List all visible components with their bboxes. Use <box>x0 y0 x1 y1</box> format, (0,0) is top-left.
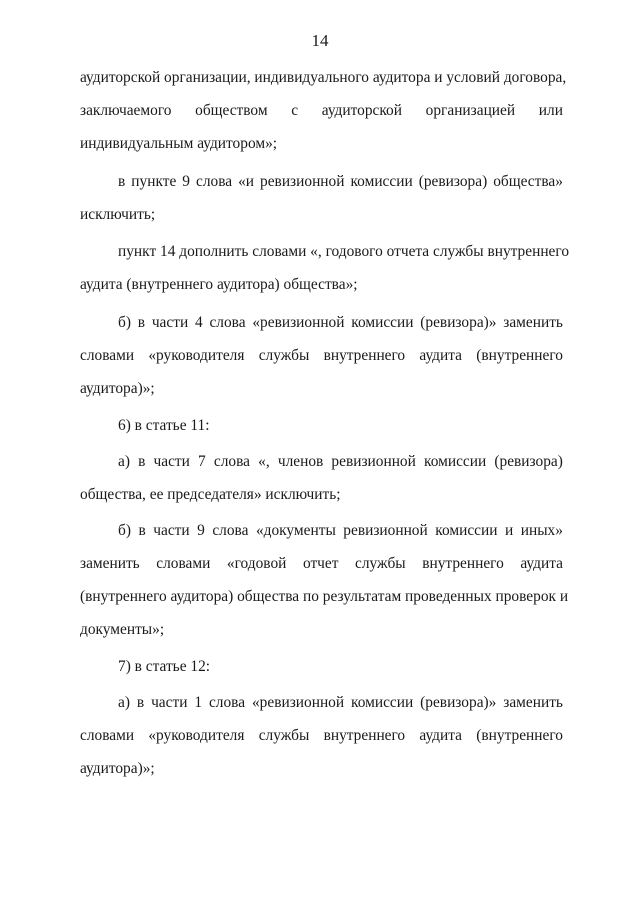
word: слова <box>195 173 233 190</box>
word: комиссии <box>351 694 414 711</box>
word: обществом <box>195 102 268 119</box>
word: слова <box>212 522 249 539</box>
word: слова <box>209 314 246 331</box>
word: членов <box>277 453 324 470</box>
word: а) <box>118 453 130 470</box>
text-line <box>118 693 563 713</box>
text-line: аудитора)»; <box>80 760 155 777</box>
word: словами <box>80 727 135 744</box>
text-line <box>118 521 563 541</box>
word: аудита <box>419 347 462 364</box>
word: «ревизионной <box>251 694 345 711</box>
word: службы <box>355 555 406 572</box>
word: в <box>138 453 146 470</box>
word: в <box>118 173 126 190</box>
word: части <box>151 314 189 331</box>
word: внутреннего <box>422 555 504 572</box>
word: 1 <box>194 694 203 711</box>
word: внутреннего <box>323 347 406 364</box>
text-line: общества, ее председателя» исключить; <box>80 486 341 503</box>
word: словами <box>80 347 135 364</box>
word: словами <box>156 555 211 572</box>
word: «руководителя <box>148 727 245 744</box>
word: (ревизора)» <box>420 314 497 331</box>
text-line <box>80 554 563 574</box>
word: ревизионной <box>260 173 345 190</box>
word: аудита <box>419 727 462 744</box>
word: комиссии <box>435 522 498 539</box>
word: части <box>151 694 188 711</box>
text-line: 6) в статье 11: <box>118 417 210 434</box>
word: заключаемого <box>80 102 172 119</box>
word: (внутреннего <box>476 727 563 744</box>
text-line <box>118 172 563 192</box>
word: слова <box>213 453 250 470</box>
text-line <box>80 101 563 121</box>
word: организацией <box>425 102 516 119</box>
word: общества» <box>493 173 563 190</box>
word: «руководителя <box>148 347 245 364</box>
text-line: (внутреннего аудитора) общества по результатам проведенных проверок и <box>80 588 569 605</box>
word: заменить <box>503 314 563 331</box>
word: «и <box>238 173 255 190</box>
word: с <box>291 102 299 119</box>
word: или <box>538 102 563 119</box>
word: в <box>137 314 146 331</box>
word: «, <box>258 453 270 470</box>
word: части <box>153 453 190 470</box>
word: 4 <box>194 314 203 331</box>
word: ревизионной <box>343 522 428 539</box>
word: а) <box>118 694 130 711</box>
text-line <box>118 452 563 472</box>
word: в <box>138 522 146 539</box>
word: и <box>504 522 514 539</box>
word: пункте <box>131 173 177 190</box>
word: (ревизора)» <box>420 694 497 711</box>
word: заменить <box>80 555 140 572</box>
text-line <box>118 313 563 333</box>
word: заменить <box>503 694 563 711</box>
word: части <box>153 522 190 539</box>
text-line: исключить; <box>80 206 156 223</box>
word: слова <box>208 694 246 711</box>
word: ревизионной <box>331 453 416 470</box>
word: комиссии <box>350 173 413 190</box>
text-line: аудиторской организации, индивидуального аудитора и условий договора, <box>80 69 567 86</box>
word: б) <box>118 314 131 331</box>
word: отчет <box>302 555 339 572</box>
word: в <box>136 694 145 711</box>
word: 7 <box>198 453 206 470</box>
word: аудиторской <box>321 102 402 119</box>
text-line: индивидуальным аудитором»; <box>80 135 278 152</box>
word: «ревизионной <box>252 314 345 331</box>
text-line <box>80 346 563 366</box>
word: 9 <box>182 173 190 190</box>
text-line: аудита (внутреннего аудитора) общества»; <box>80 276 358 293</box>
text-line: пункт 14 дополнить словами «, годового отчета службы внутреннего <box>118 243 570 260</box>
word: «документы <box>255 522 336 539</box>
page-number: 14 <box>311 31 329 50</box>
text-line: аудитора)»; <box>80 380 155 397</box>
word: (ревизора) <box>418 173 488 190</box>
word: (ревизора) <box>494 453 563 470</box>
word: б) <box>118 522 131 539</box>
word: 9 <box>197 522 205 539</box>
word: иных» <box>520 522 563 539</box>
word: (внутреннего <box>476 347 563 364</box>
word: внутреннего <box>323 727 406 744</box>
word: комиссии <box>351 314 414 331</box>
word: аудита <box>520 555 563 572</box>
text-line: документы»; <box>80 621 165 638</box>
word: службы <box>258 727 310 744</box>
word: «годовой <box>226 555 287 572</box>
text-line <box>80 726 563 746</box>
word: службы <box>258 347 310 364</box>
word: комиссии <box>424 453 487 470</box>
text-line: 7) в статье 12: <box>118 658 211 675</box>
